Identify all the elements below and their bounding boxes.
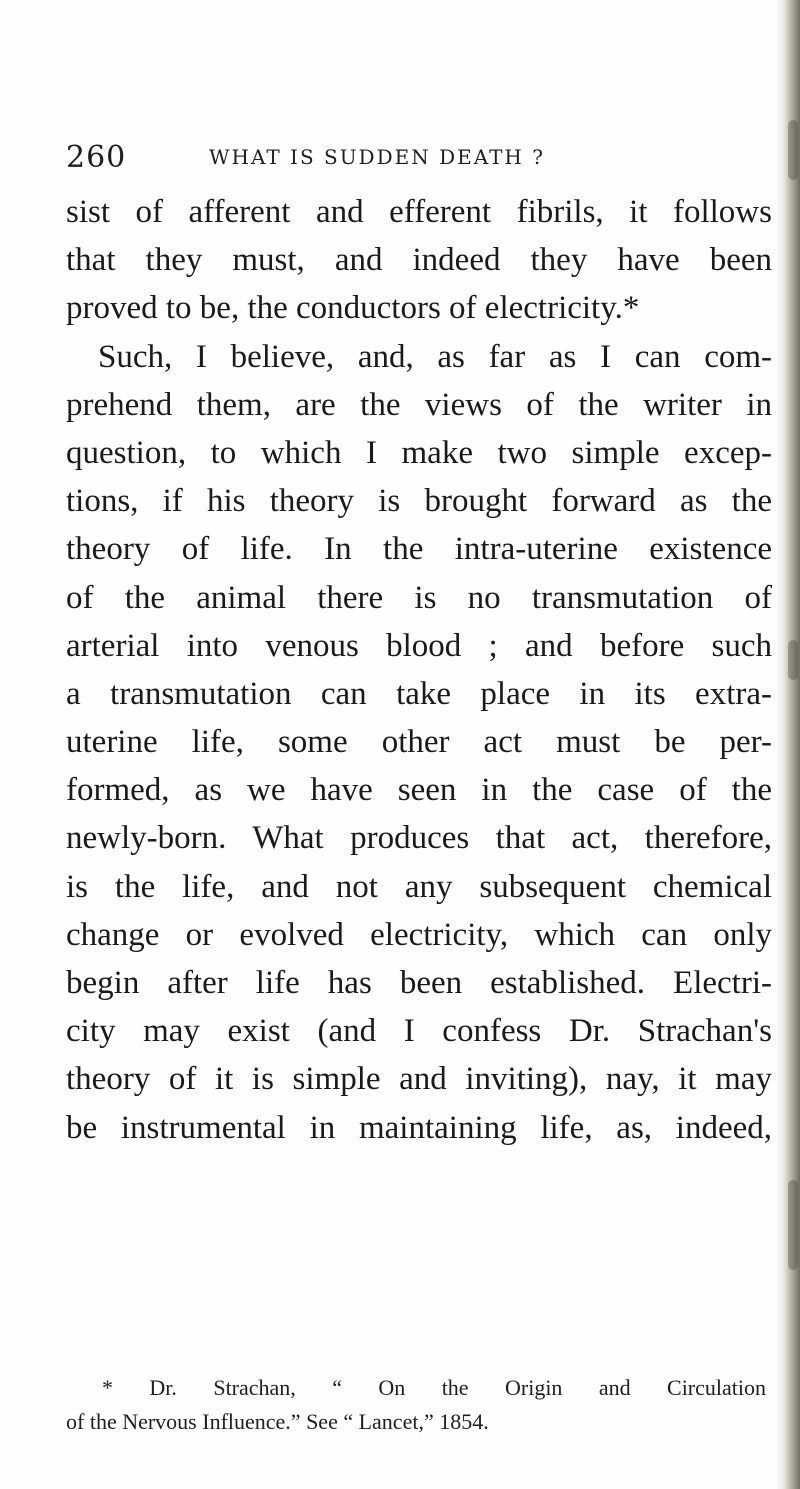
text-line: prehend them, are the views of the writer in — [66, 386, 772, 423]
text-line: is the life, and not any subsequent chemical — [66, 868, 772, 905]
text-line: of the animal there is no transmutation of — [66, 579, 772, 616]
edge-stain — [788, 640, 798, 680]
text-line: a transmutation can take place in its extra- — [66, 675, 772, 712]
text-line: change or evolved electricity, which can only — [66, 916, 772, 953]
text-line: city may exist (and I confess Dr. Strachan's — [66, 1013, 772, 1050]
running-head: WHAT IS SUDDEN DEATH ? — [209, 145, 545, 169]
text-line: theory of it is simple and inviting), nay, it may — [66, 1061, 772, 1098]
edge-stain — [788, 120, 798, 180]
text-line: arterial into venous blood ; and before such — [66, 627, 772, 664]
text-line: be instrumental in maintaining life, as, indeed, — [66, 1109, 772, 1146]
text-line: tions, if his theory is brought forward as the — [66, 483, 772, 520]
text-line: proved to be, the conductors of electricity.* — [66, 290, 640, 327]
text-line: uterine life, some other act must be per- — [66, 724, 772, 761]
text-line: sist of afferent and efferent fibrils, it follows — [66, 194, 772, 230]
footnote — [66, 1371, 766, 1439]
text-line: that they must, and indeed they have been — [66, 242, 772, 279]
footnote-text: Dr. Strachan, “ On the Origin and Circulation — [149, 1375, 766, 1400]
page-header — [66, 140, 686, 180]
text-line: question, to which I make two simple excep- — [66, 434, 772, 471]
page-edge-shadow — [776, 0, 800, 1489]
text-line: formed, as we have seen in the case of the — [66, 772, 772, 809]
text-line: Such, I believe, and, as far as I can com- — [98, 338, 772, 375]
text-line: newly-born. What produces that act, therefore, — [66, 820, 772, 857]
text-line: begin after life has been established. Electri- — [66, 965, 772, 1001]
footnote-line: of the Nervous Influence.” See “ Lancet,” 1854. — [66, 1409, 489, 1434]
edge-stain — [788, 1180, 798, 1270]
footnote-marker: * — [102, 1375, 113, 1400]
page-number: 260 — [66, 140, 127, 175]
body-text — [66, 188, 772, 1152]
text-line: theory of life. In the intra-uterine existence — [66, 531, 772, 568]
footnote-line — [66, 1371, 766, 1405]
